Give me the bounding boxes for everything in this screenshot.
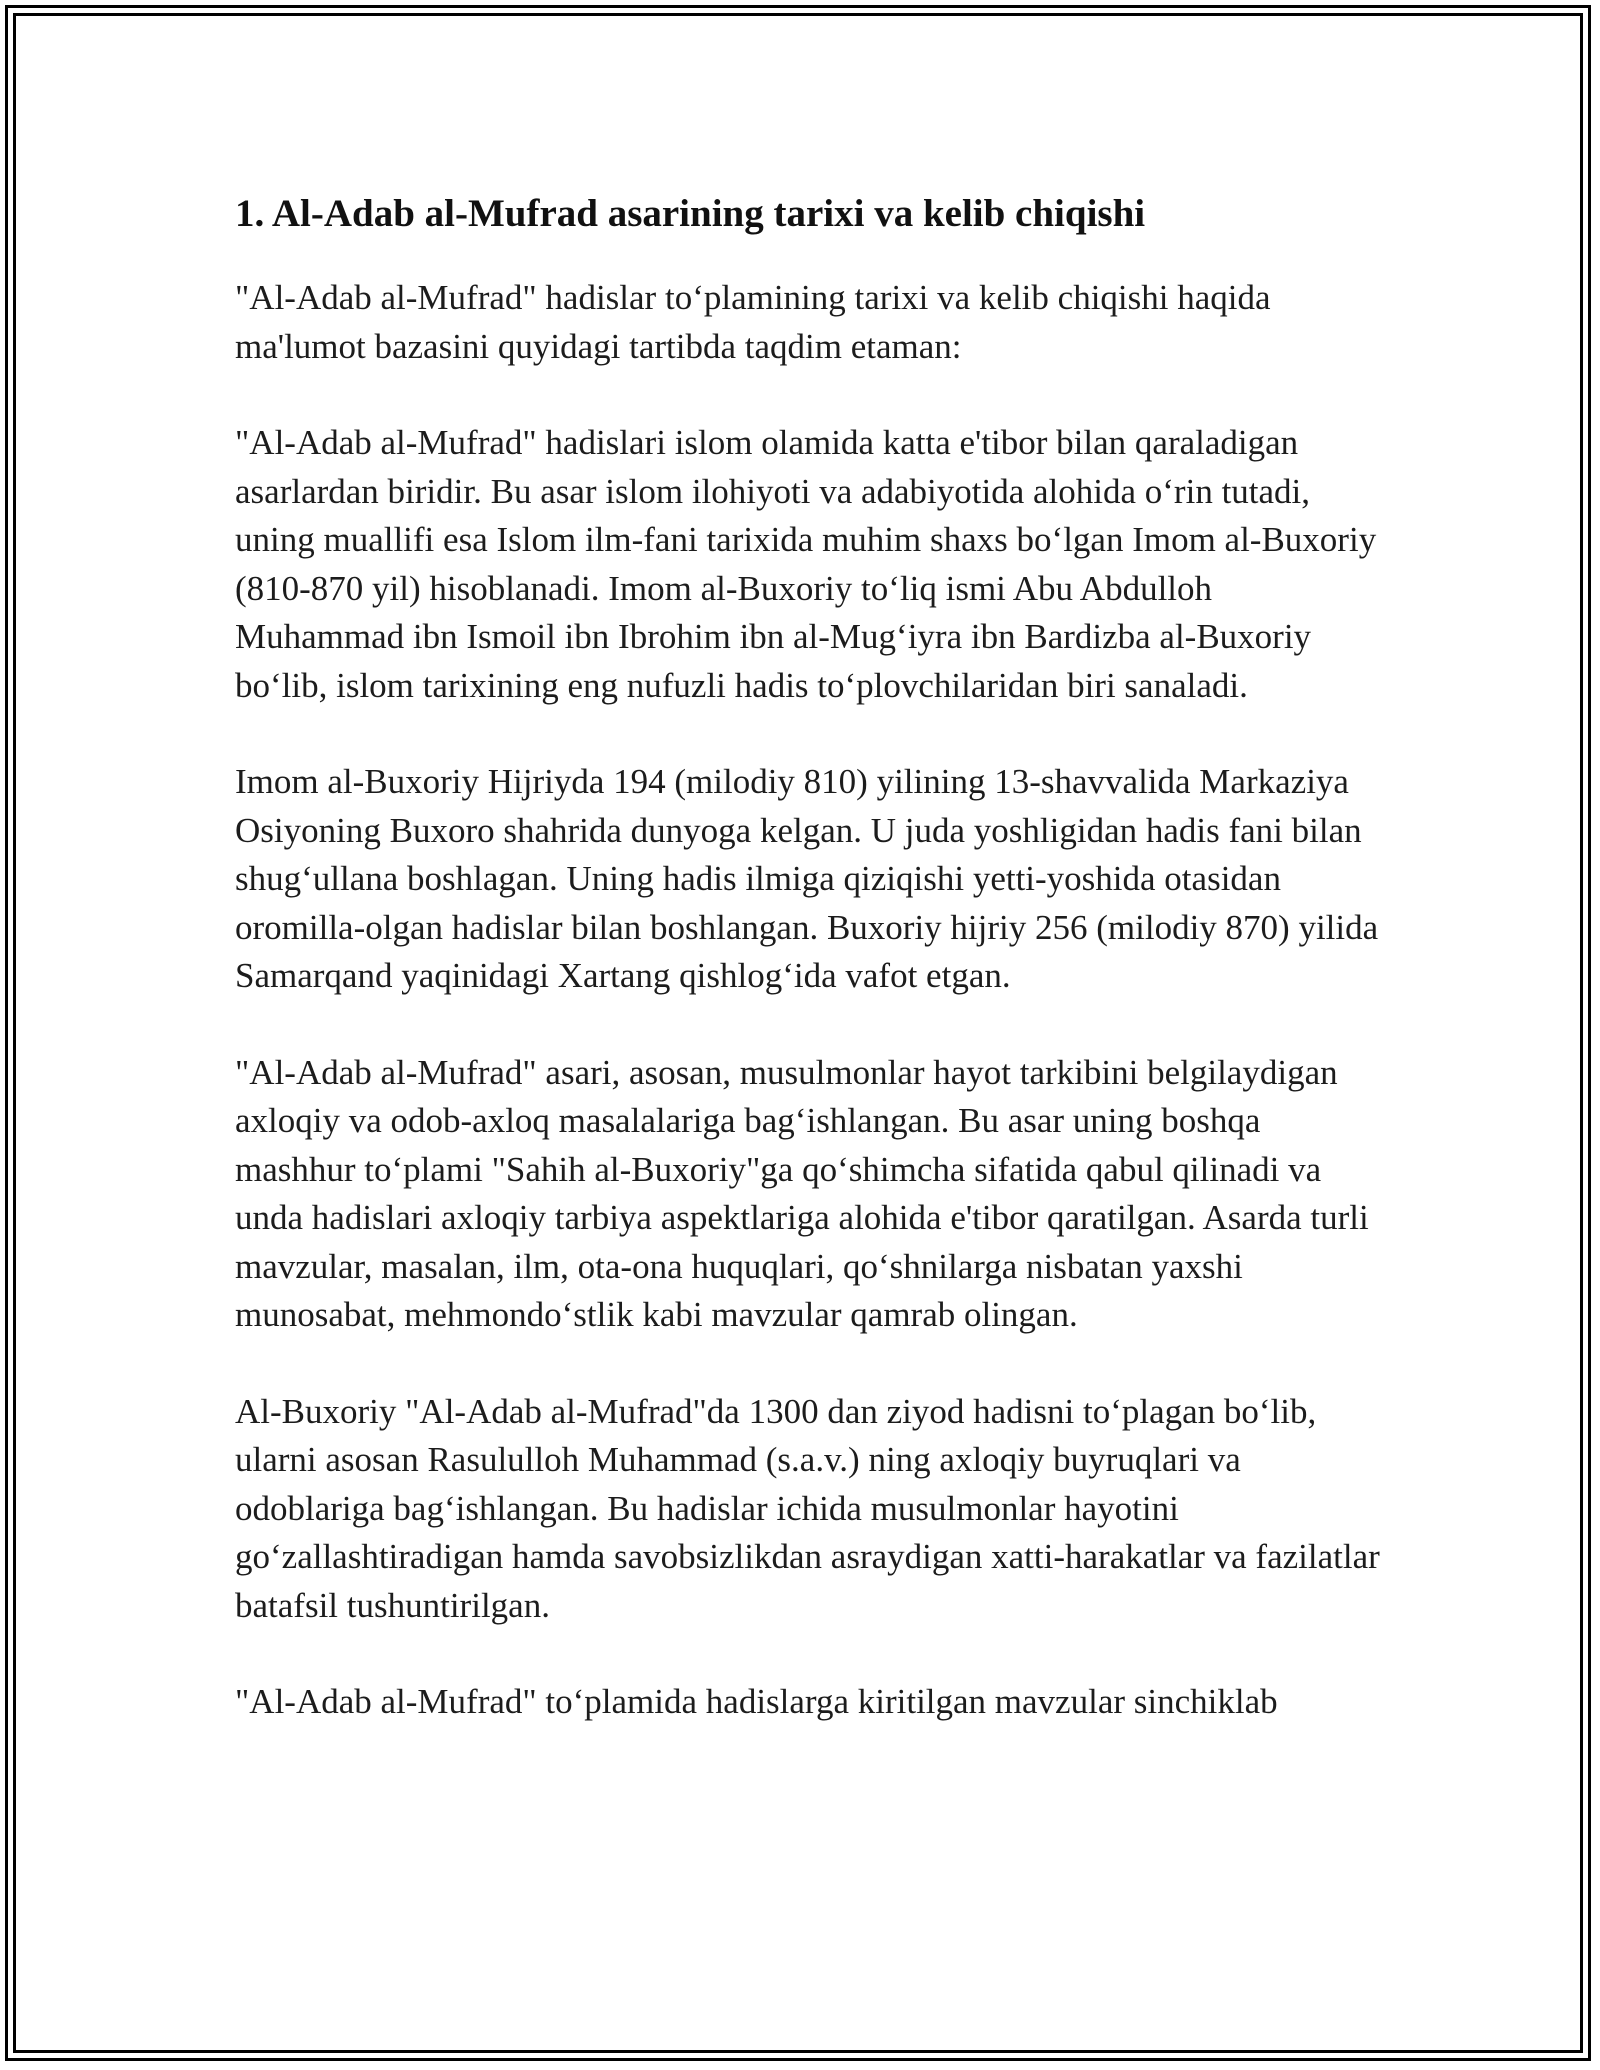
paragraph-intro: "Al-Adab al-Mufrad" hadislar to‘plamining tarixi va kelib chiqishi haqida ma'lumot bazasini quyidagi tartibda taqdim etaman: [235,278,1271,366]
paragraph-hadith-count: Al-Buxoriy "Al-Adab al-Mufrad"da 1300 dan ziyod hadisni to‘plagan bo‘lib, ularni asosan Rasululloh Muhammad (s.a.v.) ning axloqiy buyruqlari va odoblariga bag‘ishlangan. Bu hadislar ichida musulmonlar hayotini go‘zallashtiradigan hamda savobsizlikdan asraydigan xatti-harakatlar va fazilatlar batafsil tushuntirilgan. [235,1391,1380,1625]
paragraph-biography: Imom al-Buxoriy Hijriyda 194 (milodiy 810) yilining 13-shavvalida Markaziya Osiyoning Buxoro shahrida dunyoga kelgan. U juda yoshligidan hadis fani bilan shug‘ullana boshlagan. Uning hadis ilmiga qiziqishi yetti-yoshida otasidan oromilla-olgan hadislar bilan boshlangan. Buxoriy hijriy 256 (milodiy 870) yilida Samarqand yaqinidagi Xartang qishlog‘ida vafot etgan. [235,762,1379,995]
section-heading: 1. Al-Adab al-Mufrad asarining tarixi va kelib chiqishi [235,192,1146,235]
document-body [235,186,1385,1775]
paragraph-content: "Al-Adab al-Mufrad" asari, asosan, musulmonlar hayot tarkibini belgilaydigan axloqiy va odob-axloq masalalariga bag‘ishlangan. Bu asar uning boshqa mashhur to‘plami "Sahih al-Buxoriy"ga qo‘shimcha sifatida qabul qilinadi va unda hadislari axloqiy tarbiya aspektlariga alohida e'tibor qaratilgan. Asarda turli mavzular, masalan, ilm, ota-ona huquqlari, qo‘shnilarga nisbatan yaxshi munosabat, mehmondo‘stlik kabi mavzular qamrab olingan. [235,1052,1369,1334]
paragraph-author: "Al-Adab al-Mufrad" hadislari islom olamida katta e'tibor bilan qaraladigan asarlardan biridir. Bu asar islom ilohiyoti va adabiyotida alohida o‘rin tutadi, uning muallifi esa Islom ilm-fani tarixida muhim shaxs bo‘lgan Imom al-Buxoriy (810-870 yil) hisoblanadi. Imom al-Buxoriy to‘liq ismi Abu Abdulloh Muhammad ibn Ismoil ibn Ibrohim ibn al-Mug‘iyra ibn Bardizba al-Buxoriy bo‘lib, islom tarixining eng nufuzli hadis to‘plovchilaridan biri sanaladi. [235,423,1377,705]
paragraph-topics: "Al-Adab al-Mufrad" to‘plamida hadislarga kiritilgan mavzular sinchiklab [235,1682,1278,1721]
